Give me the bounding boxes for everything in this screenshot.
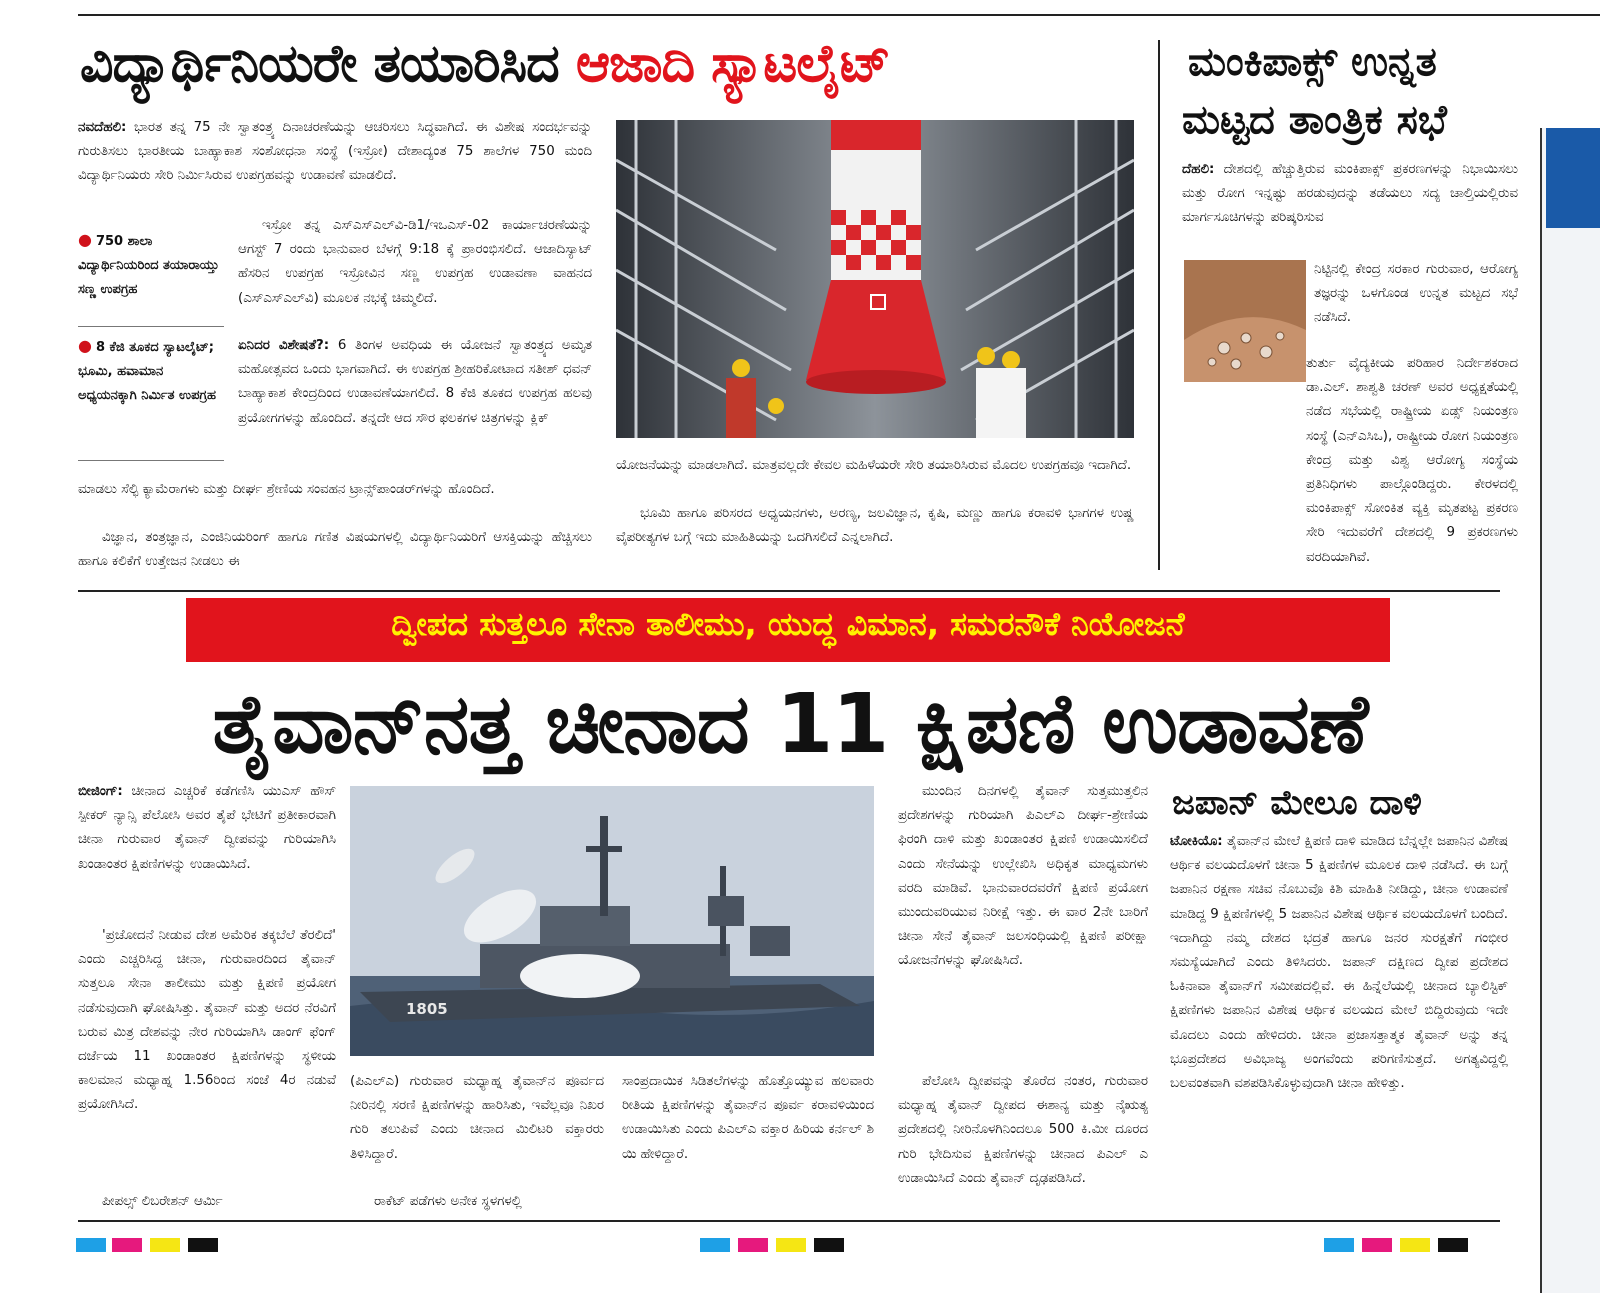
monkeypox-para-3-text: ತುರ್ತು ವೈದ್ಯಕೀಯ ಪರಿಹಾರ ನಿರ್ದೇಶಕರಾದ ಡಾ.ಎಲ್. ಶಾಶ್ವತಿ ಚರಣ್ ಅವರ ಅಧ್ಯಕ್ಷತೆಯಲ್ಲಿ ನಡೆದ ಸಭೆಯಲ್ಲಿ ರಾಷ್ಟ್ರೀಯ ಏಡ್ಸ್ ನಿಯಂತ್ರಣ ಸಂಸ್ಥೆ (ಎನ್‌ಎಸಿಒ), ರಾಷ್ಟ್ರೀಯ ರೋಗ ನಿಯಂತ್ರಣ ಕೇಂದ್ರ ಮತ್ತು ವಿಶ್ವ ಆರೋಗ್ಯ ಸಂಸ್ಥೆಯ ಪ್ರತಿನಿಧಿಗಳು ಪಾಲ್ಗೊಂಡಿದ್ದರು. ಕೇರಳದಲ್ಲಿ ಮಂಕಿಪಾಕ್ಸ್ ಸೋಂಕಿತ ವ್ಯಕ್ತಿ ಮೃತಪಟ್ಟ ಪ್ರಕರಣ ಸೇರಿ ಇದುವರೆಗೆ ದೇಶದಲ್ಲಿ 9 ಪ್ರಕರಣಗಳು ವರದಿಯಾಗಿವೆ. — [1306, 356, 1518, 565]
section-rule — [78, 590, 1500, 592]
taiwan-col4-p1-text: ಮುಂದಿನ ದಿನಗಳಲ್ಲಿ ತೈವಾನ್ ಸುತ್ತಮುತ್ತಲಿನ ಪ್ರದೇಶಗಳನ್ನು ಗುರಿಯಾಗಿ ಪಿಎಲ್‌ಎ ದೀರ್ಘ-ಶ್ರೇಣಿಯ ಫಿರಂಗಿ ದಾಳಿ ಮತ್ತು ಖಂಡಾಂತರ ಕ್ಷಿಪಣಿ ಉಡಾಯಿಸಲಿದೆ ಎಂದು ಸೇನೆಯನ್ನು ಉಲ್ಲೇಖಿಸಿ ಅಧಿಕೃತ ಮಾಧ್ಯಮಗಳು ವರದಿ ಮಾಡಿವೆ. ಭಾನುವಾರದವರೆಗೆ ಕ್ಷಿಪಣಿ ಪ್ರಯೋಗ ಮುಂದುವರಿಯುವ ನಿರೀಕ್ಷೆ ಇತ್ತು. ಈ ವಾರ 2ನೇ ಬಾರಿಗೆ ಚೀನಾ ಸೇನೆ ತೈವಾನ್ ಜಲಸಂಧಿಯಲ್ಲಿ ಕ್ಷಿಪಣಿ ಪರೀಕ್ಷಾ ಯೋಜನೆಗಳನ್ನು ಘೋಷಿಸಿದೆ. — [898, 784, 1148, 969]
satellite-sub-label: ಏನಿದರ ವಿಶೇಷತೆ?: — [238, 338, 330, 353]
taiwan-headline: ತೈವಾನ್‌ನತ್ತ ಚೀನಾದ 11 ಕ್ಷಿಪಣಿ ಉಡಾವಣೆ — [212, 677, 1368, 772]
bullet-separator — [78, 460, 224, 461]
satellite-headline-black: ವಿದ್ಯಾರ್ಥಿನಿಯರೇ ತಯಾರಿಸಿದ — [80, 34, 559, 94]
reg-yellow-swatch — [150, 1238, 180, 1252]
reg-black-swatch — [814, 1238, 844, 1252]
taiwan-col3-low-text: ಸಾಂಪ್ರದಾಯಿಕ ಸಿಡಿತಲೆಗಳನ್ನು ಹೊತ್ತೊಯ್ಯುವ ಹಲವಾರು ರೀತಿಯ ಕ್ಷಿಪಣಿಗಳನ್ನು ತೈವಾನ್‌ನ ಪೂರ್ವ ಕರಾವಳಿಯಿಂದ ಉಡಾಯಿಸಿತು ಎಂದು ಪಿಎಲ್‌ಎ ವಕ್ತಾರ ಹಿರಿಯ ಕರ್ನಲ್ ಶಿ ಯಿ ಹೇಳಿದ್ದಾರೆ. — [622, 1074, 874, 1162]
bullet-dot-icon: ● — [78, 336, 92, 355]
reg-cyan-swatch — [76, 1238, 106, 1252]
satellite-bullet-2-text: 8 ಕೆಜಿ ತೂಕದ ಸ್ಯಾಟಲೈಟ್; ಭೂಮಿ, ಹವಾಮಾನ ಅಧ್ಯಯನಕ್ಕಾಗಿ ನಿರ್ಮಿತ ಉಪಗ್ರಹ — [78, 340, 216, 403]
japan-headline: ಜಪಾನ್ ಮೇಲೂ ದಾಳಿ — [1172, 783, 1422, 823]
reg-magenta-swatch — [112, 1238, 142, 1252]
monkeypox-dateline: ದೆಹಲಿ: — [1182, 162, 1215, 177]
japan-para-1 — [1170, 830, 1508, 1216]
taiwan-col1-p3 — [78, 1190, 336, 1216]
taiwan-dateline: ಬೀಜಿಂಗ್: — [78, 784, 123, 799]
taiwan-col1-p2-text: 'ಪ್ರಚೋದನೆ ನೀಡುವ ದೇಶ ಅಮೆರಿಕ ತಕ್ಕಬೆಲೆ ತೆರಲಿದೆ' ಎಂದು ಎಚ್ಚರಿಸಿದ್ದ ಚೀನಾ, ಗುರುವಾರದಿಂದ ತೈವಾನ್ ಸುತ್ತಲೂ ಸೇನಾ ತಾಲೀಮು ಮತ್ತು ಕ್ಷಿಪಣಿ ಪ್ರಯೋಗ ನಡೆಸುವುದಾಗಿ ಘೋಷಿಸಿತ್ತು. ತೈವಾನ್ ಮತ್ತು ಅದರ ನೆರವಿಗೆ ಬರುವ ಮಿತ್ರ ದೇಶವನ್ನು ನೇರ ಗುರಿಯಾಗಿಸಿ ಡಾಂಗ್ ಫೆಂಗ್ ದರ್ಜೆಯ 11 ಖಂಡಾಂತರ ಕ್ಷಿಪಣಿಗಳನ್ನು ಸ್ಥಳೀಯ ಕಾಲಮಾನ ಮಧ್ಯಾಹ್ನ 1.56ರಿಂದ ಸಂಜೆ 4ರ ನಡುವೆ ಪ್ರಯೋಗಿಸಿದೆ. — [78, 928, 336, 1113]
warship-photo — [350, 786, 874, 1056]
taiwan-col2 — [350, 1070, 604, 1190]
satellite-para-5-text: ವಿಜ್ಞಾನ, ತಂತ್ರಜ್ಞಾನ, ಎಂಜಿನಿಯರಿಂಗ್ ಹಾಗೂ ಗಣಿತ ವಿಷಯಗಳಲ್ಲಿ ವಿದ್ಯಾರ್ಥಿನಿಯರಿಗೆ ಆಸಕ್ತಿಯನ್ನು ಹೆಚ್ಚಿಸಲು ಹಾಗೂ ಕಲಿಕೆಗೆ ಉತ್ತೇಜನ ನೀಡಲು ಈ — [78, 530, 592, 570]
taiwan-col4-p1 — [898, 780, 1148, 1070]
bullet-separator — [78, 326, 224, 327]
reg-black-swatch — [188, 1238, 218, 1252]
satellite-para-2-text: ಇಸ್ರೋ ತನ್ನ ಎಸ್‌ಎಸ್‌ಎಲ್‌ವಿ-ಡಿ1/ಇಒಎಸ್-02 ಕಾರ್ಯಾಚರಣೆಯನ್ನು ಆಗಸ್ಟ್ 7 ರಂದು ಭಾನುವಾರ ಬೆಳಗ್ಗೆ 9:18 ಕ್ಕೆ ಪ್ರಾರಂಭಿಸಲಿದೆ. ಆಜಾದಿಸ್ಯಾಟ್ ಹೆಸರಿನ ಉಪಗ್ರಹ ಇಸ್ರೋವಿನ ಸಣ್ಣ ಉಪಗ್ರಹ ಉಡಾವಣಾ ವಾಹನದ (ಎಸ್‌ಎಸ್‌ಎಲ್‌ವಿ) ಮೂಲಕ ನಭಕ್ಕೆ ಚಿಮ್ಮಲಿದೆ. — [238, 218, 592, 306]
column-divider-top — [1158, 40, 1160, 570]
reg-yellow-swatch — [1400, 1238, 1430, 1252]
taiwan-kicker: ದ್ವೀಪದ ಸುತ್ತಲೂ ಸೇನಾ ತಾಲೀಮು, ಯುದ್ಧ ವಿಮಾನ, ಸಮರನೌಕೆ ನಿಯೋಜನೆ — [391, 605, 1185, 643]
satellite-para-2 — [238, 214, 592, 334]
adjacent-page-edge — [1540, 128, 1600, 1293]
ship-hull-number: 1805 — [406, 1000, 448, 1018]
bottom-rule — [78, 1220, 1500, 1222]
taiwan-col1-p1 — [78, 780, 336, 924]
monkeypox-para-2 — [1314, 258, 1518, 354]
taiwan-col4-p2 — [898, 1070, 1148, 1216]
satellite-para-6 — [616, 454, 1134, 502]
satellite-para-4-text: ಮಾಡಲು ಸೆಲ್ಫಿ ಕ್ಯಾಮೆರಾಗಳು ಮತ್ತು ದೀರ್ಘ ಶ್ರೇಣಿಯ ಸಂವಹನ ಟ್ರಾನ್ಸ್‌ಪಾಂಡರ್‌ಗಳನ್ನು ಹೊಂದಿದೆ. — [78, 482, 495, 497]
reg-magenta-swatch — [738, 1238, 768, 1252]
taiwan-col2-p2-text: ರಾಕೆಟ್ ಪಡೆಗಳು ಅನೇಕ ಸ್ಥಳಗಳಲ್ಲಿ — [374, 1194, 522, 1209]
reg-magenta-swatch — [1362, 1238, 1392, 1252]
satellite-para-3 — [238, 334, 592, 478]
monkeypox-para-3 — [1182, 352, 1518, 568]
monkeypox-para-2-text: ನಿಟ್ಟಿನಲ್ಲಿ ಕೇಂದ್ರ ಸರಕಾರ ಗುರುವಾರ, ಆರೋಗ್ಯ ತಜ್ಞರನ್ನು ಒಳಗೊಂಡ ಉನ್ನತ ಮಟ್ಟದ ಸಭೆ ನಡೆಸಿದೆ. — [1314, 262, 1518, 326]
rocket-illustration — [616, 120, 1134, 438]
satellite-lead — [78, 116, 592, 216]
satellite-bullet-2 — [78, 334, 224, 408]
satellite-bullet-1-text: 750 ಶಾಲಾ ವಿದ್ಯಾರ್ಥಿನಿಯರಿಂದ ತಯಾರಾಯ್ತು ಸಣ್ಣ ಉಪಗ್ರಹ — [78, 234, 220, 297]
satellite-para-4 — [78, 478, 592, 526]
japan-para-1-text: ತೈವಾನ್‌ನ ಮೇಲೆ ಕ್ಷಿಪಣಿ ದಾಳಿ ಮಾಡಿದ ಬೆನ್ನಲ್ಲೇ ಜಪಾನಿನ ವಿಶೇಷ ಆರ್ಥಿಕ ವಲಯದೊಳಗೆ ಚೀನಾ 5 ಕ್ಷಿಪಣಿಗಳ ಮೂಲಕ ದಾಳಿ ನಡೆಸಿದೆ. ಈ ಬಗ್ಗೆ ಜಪಾನಿನ ರಕ್ಷಣಾ ಸಚಿವ ನೊಬುವೊ ಕಿಶಿ ಮಾಹಿತಿ ನೀಡಿದ್ದು, ಚೀನಾ ಉಡಾವಣೆ ಮಾಡಿದ್ದ 9 ಕ್ಷಿಪಣಿಗಳಲ್ಲಿ 5 ಜಪಾನಿನ ವಿಶೇಷ ಆರ್ಥಿಕ ವಲಯದೊಳಗೆ ಬಂದಿದೆ. ಇದಾಗಿದ್ದು ನಮ್ಮ ದೇಶದ ಭದ್ರತೆ ಹಾಗೂ ಜನರ ಸುರಕ್ಷತೆಗೆ ಗಂಭೀರ ಸಮಸ್ಯೆಯಾಗಿದೆ ಎಂದು ತಿಳಿಸಿದರು. ಜಪಾನ್ ದಕ್ಷಿಣದ ದ್ವೀಪ ಪ್ರದೇಶದ ಓಕಿನಾವಾ ತೈವಾನ್‌ಗೆ ಸಮೀಪದಲ್ಲಿವೆ. ಈ ಹಿನ್ನೆಲೆಯಲ್ಲಿ ಚೀನಾದ ಬ್ಯಾಲಿಸ್ಟಿಕ್ ಕ್ಷಿಪಣಿಗಳು ಜಪಾನಿನ ವಿಶೇಷ ಆರ್ಥಿಕ ವಲಯದ ಮೇಲೆ ಬಿದ್ದಿರುವುದು ಇದೇ ಮೊದಲು ಎಂದು ಹೇಳಿದರು. ಚೀನಾ ಪ್ರಜಾಸತ್ತಾತ್ಮಕ ತೈವಾನ್ ಅನ್ನು ತನ್ನ ಭೂಪ್ರದೇಶದ ಅವಿಭಾಜ್ಯ ಅಂಗವೆಂದು ಪರಿಗಣಿಸುತ್ತದೆ. ಅಗತ್ಯವಿದ್ದಲ್ಲಿ ಬಲವಂತವಾಗಿ ವಶಪಡಿಸಿಕೊಳ್ಳುವುದಾಗಿ ಚೀನಾ ಹೇಳಿತ್ತು. — [1170, 834, 1508, 1092]
satellite-headline — [80, 34, 890, 94]
monkeypox-headline-line-2: ಮಟ್ಟದ ತಾಂತ್ರಿಕ ಸಭೆ — [1182, 97, 1447, 143]
bullet-dot-icon: ● — [78, 230, 92, 249]
adjacent-page-blue-block — [1546, 128, 1600, 228]
top-rule — [78, 14, 1600, 16]
reg-cyan-swatch — [1324, 1238, 1354, 1252]
taiwan-col2-p2 — [350, 1190, 604, 1216]
satellite-para-6-text: ಯೋಜನೆಯನ್ನು ಮಾಡಲಾಗಿದೆ. ಮಾತ್ರವಲ್ಲದೇ ಕೇವಲ ಮಹಿಳೆಯರೇ ಸೇರಿ ತಯಾರಿಸಿರುವ ಮೊದಲ ಉಪಗ್ರಹವೂ ಇದಾಗಿದೆ. — [616, 458, 1132, 473]
taiwan-col3-low — [622, 1070, 874, 1216]
satellite-para-5 — [78, 526, 592, 574]
taiwan-col4-p2-text: ಪೆಲೋಸಿ ದ್ವೀಪವನ್ನು ತೊರೆದ ನಂತರ, ಗುರುವಾರ ಮಧ್ಯಾಹ್ನ ತೈವಾನ್ ದ್ವೀಪದ ಈಶಾನ್ಯ ಮತ್ತು ನೈಋತ್ಯ ಪ್ರದೇಶದಲ್ಲಿ ನೀರಿನೊಳಗಿನಿಂದಲೂ 500 ಕಿ.ಮೀ ದೂರದ ಗುರಿ ಭೇದಿಸುವ ಕ್ಷಿಪಣಿಗಳನ್ನು ಚೀನಾದ ಪಿಎಲ್ ಎ ಉಡಾಯಿಸಿದೆ ಎಂದು ತೈವಾನ್ ದೃಢಪಡಿಸಿದೆ. — [898, 1074, 1148, 1186]
satellite-para-7 — [616, 502, 1134, 574]
reg-yellow-swatch — [776, 1238, 806, 1252]
satellite-headline-red: ಆಜಾದಿ ಸ್ಯಾಟಲೈಟ್ — [575, 34, 890, 94]
rocket-photo — [616, 120, 1134, 438]
reg-black-swatch — [1438, 1238, 1468, 1252]
satellite-para-3-text: 6 ತಿಂಗಳ ಅವಧಿಯ ಈ ಯೋಜನೆ ಸ್ವಾತಂತ್ರ್ಯದ ಅಮೃತ ಮಹೋತ್ಸವದ ಒಂದು ಭಾಗವಾಗಿದೆ. ಈ ಉಪಗ್ರಹ ಶ್ರೀಹರಿಕೋಟಾದ ಸತೀಶ್ ಧವನ್ ಬಾಹ್ಯಾಕಾಶ ಕೇಂದ್ರದಿಂದ ಉಡಾವಣೆಯಾಗಲಿದೆ. 8 ಕೆಜಿ ತೂಕದ ಉಪಗ್ರಹ ಹಲವು ಪ್ರಯೋಗಗಳನ್ನು ಹೊಂದಿದೆ. ತನ್ನದೇ ಆದ ಸೌರ ಫಲಕಗಳ ಚಿತ್ರಗಳನ್ನು ಕ್ಲಿಕ್ — [238, 338, 592, 426]
taiwan-col1-p2 — [78, 924, 336, 1190]
monkeypox-para-1 — [1182, 158, 1518, 254]
monkeypox-para-1-text: ದೇಶದಲ್ಲಿ ಹೆಚ್ಚುತ್ತಿರುವ ಮಂಕಿಪಾಕ್ಸ್ ಪ್ರಕರಣಗಳನ್ನು ನಿಭಾಯಿಸಲು ಮತ್ತು ರೋಗ ಇನ್ನಷ್ಟು ಹರಡುವುದನ್ನು ತಡೆಯಲು ಸದ್ಯ ಚಾಲ್ತಿಯಲ್ಲಿರುವ ಮಾರ್ಗಸೂಚಿಗಳನ್ನು ಪರಿಷ್ಕರಿಸುವ — [1182, 162, 1518, 226]
satellite-bullet-1 — [78, 228, 224, 302]
taiwan-col2-text: (ಪಿಎಲ್‌ಎ) ಗುರುವಾರ ಮಧ್ಯಾಹ್ನ ತೈವಾನ್‌ನ ಪೂರ್ವದ ನೀರಿನಲ್ಲಿ ಸರಣಿ ಕ್ಷಿಪಣಿಗಳನ್ನು ಹಾರಿಸಿತು, ಇವೆಲ್ಲವೂ ನಿಖರ ಗುರಿ ತಲುಪಿವೆ ಎಂದು ಚೀನಾದ ಮಿಲಿಟರಿ ವಕ್ತಾರರು ತಿಳಿಸಿದ್ದಾರೆ. — [350, 1074, 604, 1162]
satellite-para-7-text: ಭೂಮಿ ಹಾಗೂ ಪರಿಸರದ ಅಧ್ಯಯನಗಳು, ಅರಣ್ಯ, ಜಲವಿಜ್ಞಾನ, ಕೃಷಿ, ಮಣ್ಣು ಹಾಗೂ ಕರಾವಳಿ ಭಾಗಗಳ ಉಷ್ಣ ವೈಪರೀತ್ಯಗಳ ಬಗ್ಗೆ ಇದು ಮಾಹಿತಿಯನ್ನು ಒದಗಿಸಲಿದೆ ಎನ್ನಲಾಗಿದೆ. — [616, 506, 1134, 546]
taiwan-col1-p1-text: ಚೀನಾದ ಎಚ್ಚರಿಕೆ ಕಡೆಗಣಿಸಿ ಯುಎಸ್ ಹೌಸ್ ಸ್ಪೀಕರ್ ನ್ಯಾನ್ಸಿ ಪೆಲೋಸಿ ಅವರ ತೈಪೆ ಭೇಟಿಗೆ ಪ್ರತೀಕಾರವಾಗಿ ಚೀನಾ ಗುರುವಾರ ತೈವಾನ್ ದ್ವೀಪವನ್ನು ಗುರಿಯಾಗಿಸಿ ಖಂಡಾಂತರ ಕ್ಷಿಪಣಿಗಳನ್ನು ಉಡಾಯಿಸಿದೆ. — [78, 784, 336, 872]
japan-dateline: ಟೋಕಿಯೊ: — [1170, 834, 1223, 849]
satellite-dateline: ನವದೆಹಲಿ: — [78, 120, 127, 135]
reg-cyan-swatch — [700, 1238, 730, 1252]
taiwan-col1-p3-text: ಪೀಪಲ್ಸ್ ಲಿಬರೇಶನ್ ಆರ್ಮಿ — [102, 1194, 223, 1209]
monkeypox-headline-line-1: ಮಂಕಿಪಾಕ್ಸ್ ಉನ್ನತ — [1188, 39, 1437, 85]
satellite-lead-text: ಭಾರತ ತನ್ನ 75 ನೇ ಸ್ವಾತಂತ್ರ್ಯ ದಿನಾಚರಣೆಯನ್ನು ಆಚರಿಸಲು ಸಿದ್ಧವಾಗಿದೆ. ಈ ವಿಶೇಷ ಸಂದರ್ಭವನ್ನು ಗುರುತಿಸಲು ಭಾರತೀಯ ಬಾಹ್ಯಾಕಾಶ ಸಂಶೋಧನಾ ಸಂಸ್ಥೆ (ಇಸ್ರೋ) ದೇಶಾದ್ಯಂತ 75 ಶಾಲೆಗಳ 750 ಮಂದಿ ವಿದ್ಯಾರ್ಥಿನಿಯರು ಸೇರಿ ನಿರ್ಮಿಸಿರುವ ಉಪಗ್ರಹವನ್ನು ಉಡಾವಣೆ ಮಾಡಲಿದೆ. — [78, 120, 592, 184]
